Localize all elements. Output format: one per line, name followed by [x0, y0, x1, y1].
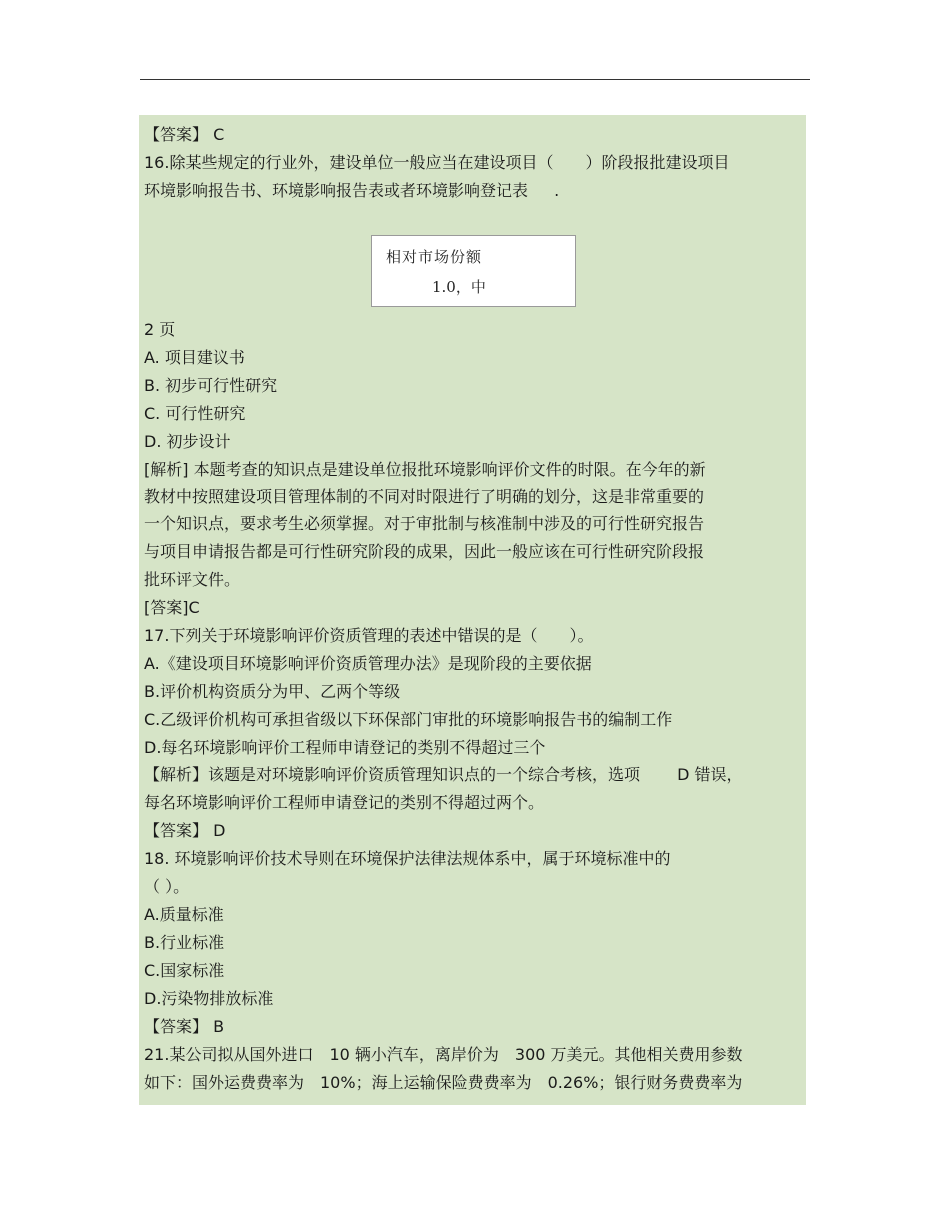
embedded-figure: [371, 235, 576, 307]
option-d: D.污染物排放标准: [144, 989, 274, 1008]
analysis-text: 每名环境影响评价工程师申请登记的类别不得超过两个。: [144, 793, 545, 812]
option-c: C.乙级评价机构可承担省级以下环保部门审批的环境影响报告书的编制工作: [144, 710, 673, 729]
option-b: B.评价机构资质分为甲、乙两个等级: [144, 682, 401, 701]
figure-value: 1.0，中: [432, 278, 486, 296]
figure-label: 相对市场份额: [386, 248, 483, 266]
option-b: B. 初步可行性研究: [144, 376, 278, 395]
option-d: D.每名环境影响评价工程师申请登记的类别不得超过三个: [144, 738, 546, 757]
option-a: A. 项目建议书: [144, 348, 245, 367]
page-marker: 2 页: [144, 320, 176, 339]
question-17-text: 17.下列关于环境影响评价资质管理的表述中错误的是（ ）。: [144, 626, 594, 645]
question-21-text: 21.某公司拟从国外进口 10 辆小汽车，离岸价为 300 万美元。其他相关费用参数: [144, 1045, 743, 1064]
analysis-text: 教材中按照建设项目管理体制的不同对时限进行了明确的划分，这是非常重要的: [144, 487, 705, 506]
option-a: A.《建设项目环境影响评价资质管理办法》是现阶段的主要依据: [144, 654, 592, 673]
option-c: C. 可行性研究: [144, 404, 246, 423]
question-18-text: 18. 环境影响评价技术导则在环境保护法律法规体系中，属于环境标准中的: [144, 849, 671, 868]
answer-label: 【答案】 D: [144, 821, 226, 840]
analysis-text: 与项目申请报告都是可行性研究阶段的成果，因此一般应该在可行性研究阶段报: [144, 542, 705, 561]
analysis-text: 一个知识点，要求考生必须掌握。对于审批制与核准制中涉及的可行性研究报告: [144, 514, 705, 533]
answer-label: 【答案】 C: [144, 125, 225, 144]
exam-content: [139, 115, 806, 1105]
answer-label: [答案]C: [144, 598, 200, 617]
option-c: C.国家标准: [144, 961, 225, 980]
header-rule: [140, 79, 810, 80]
question-18-text-cont: （ ）。: [144, 877, 190, 896]
question-16-text: 16.除某些规定的行业外，建设单位一般应当在建设项目（ ）阶段报批建设项目: [144, 153, 730, 172]
analysis-text: [解析] 本题考查的知识点是建设单位报批环境影响评价文件的时限。在今年的新: [144, 460, 706, 479]
answer-label: 【答案】 B: [144, 1017, 225, 1036]
question-16-text-cont: 环境影响报告书、环境影响报告表或者环境影响登记表 .: [144, 181, 560, 200]
analysis-text: 【解析】该题是对环境影响评价资质管理知识点的一个综合考核，选项 D 错误，: [144, 765, 743, 784]
option-b: B.行业标准: [144, 933, 225, 952]
question-21-text-cont: 如下：国外运费费率为 10%；海上运输保险费费率为 0.26%；银行财务费费率为: [144, 1073, 743, 1092]
analysis-text: 批环评文件。: [144, 570, 241, 589]
option-a: A.质量标准: [144, 905, 224, 924]
option-d: D. 初步设计: [144, 432, 231, 451]
